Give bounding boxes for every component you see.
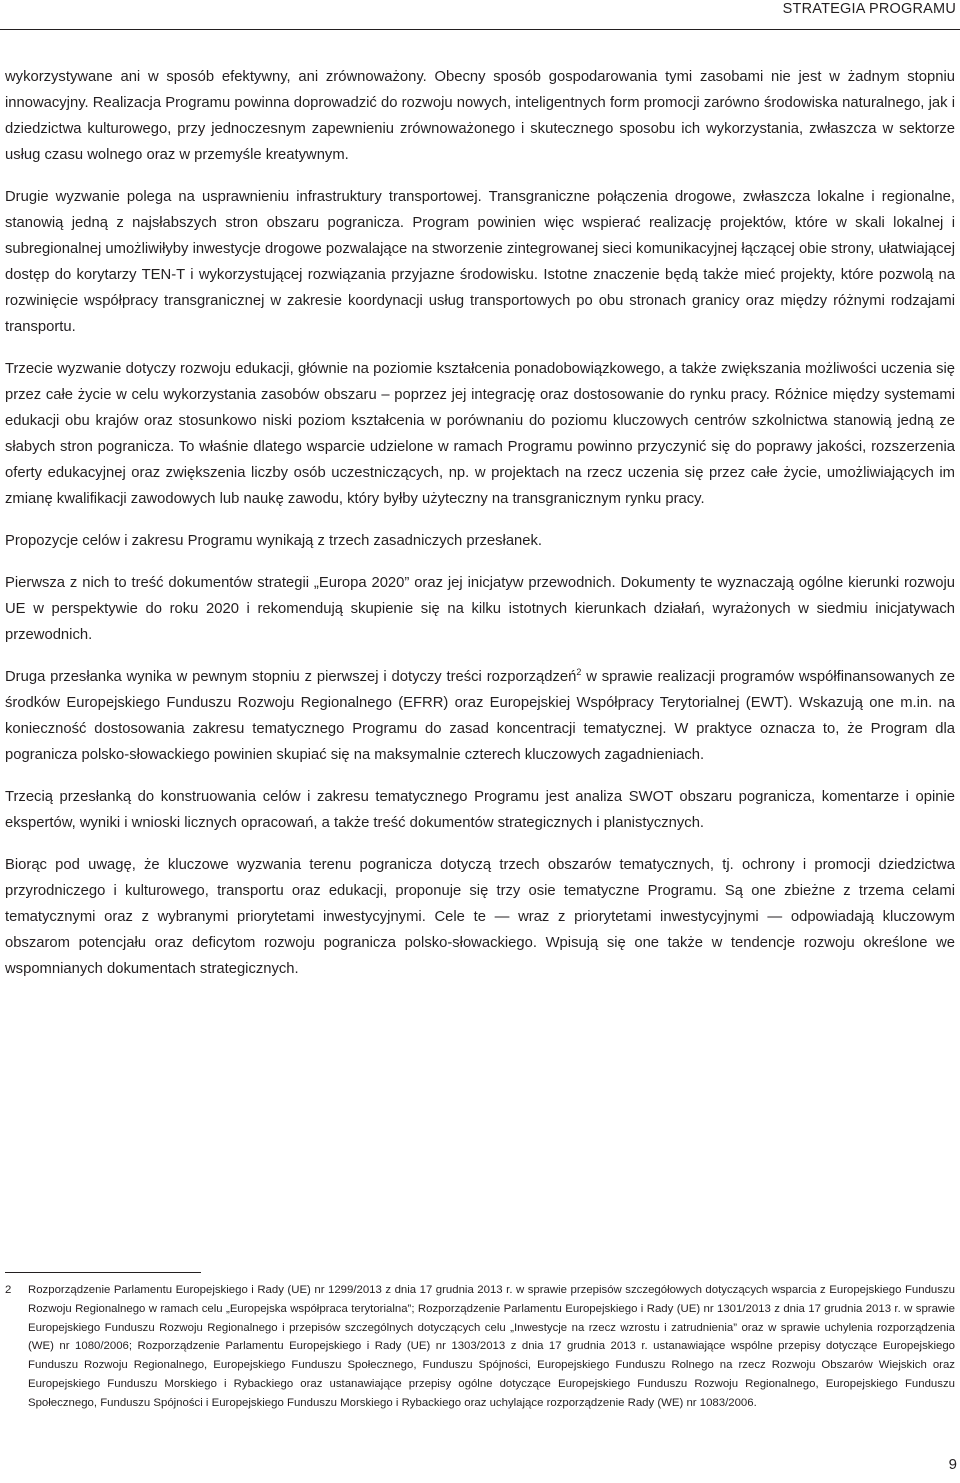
footnote-separator (5, 1272, 201, 1273)
running-header (0, 0, 960, 30)
paragraph-2: Drugie wyzwanie polega na usprawnieniu infrastruktury transportowej. Transgraniczne połączenia drogowe, zwłaszcza lokalne i regionalne, stanowią jedną z najsłabszych stron obszaru pogranicza. Program powinien więc wspierać realizację projektów, które w skali lokalnej i subregionalnej umożliwiłyby inwestycje drogowe pozwalające na stworzenie zintegrowanej sieci komunikacyjnej łączącej obie strony, ułatwiającej dostęp do korytarzy TEN-T i wykorzystującej rozwiązania przyjazne środowisku. Istotne znaczenie będą także mieć projekty, które pozwolą na rozwinięcie współpracy transgranicznej w zakresie koordynacji usług transportowych po obu stronach granicy oraz między różnymi rodzajami transportu. (5, 189, 955, 335)
footnote-reference: 2 (576, 667, 582, 678)
footnote-number: 2 (5, 1284, 12, 1296)
paragraph-4: Propozycje celów i zakresu Programu wynikają z trzech zasadniczych przesłanek. (5, 533, 543, 549)
footnote (5, 1281, 955, 1413)
section-title: STRATEGIA PROGRAMU (782, 1, 956, 17)
paragraph-5: Pierwsza z nich to treść dokumentów strategii „Europa 2020” oraz jej inicjatyw przewodnich. Dokumenty te wyznaczają ogólne kierunki rozwoju UE w perspektywie do roku 2020 i rekomendują skupienie się na kilku istotnych kierunkach działań, wyrażonych w siedmiu inicjatywach przewodnich. (5, 575, 955, 643)
page-number: 9 (948, 1456, 957, 1473)
body-text (5, 64, 955, 998)
paragraph-6 (5, 664, 955, 768)
paragraph-1: wykorzystywane ani w sposób efektywny, ani zrównoważony. Obecny sposób gospodarowania tymi zasobami nie jest w żadnym stopniu innowacyjny. Realizacja Programu powinna doprowadzić do rozwoju nowych, inteligentnych form promocji zarówno środowiska naturalnego, jak i dziedzictwa kulturowego, przy jednoczesnym zapewnieniu zrównoważonego i skutecznego sposobu ich wykorzystania, zwłaszcza w sektorze usług czasu wolnego oraz w przemyśle kreatywnym. (5, 69, 955, 163)
paragraph-3: Trzecie wyzwanie dotyczy rozwoju edukacji, głównie na poziomie kształcenia ponadobowiązkowego, a także zwiększania możliwości uczenia się przez całe życie w celu wykorzystania zasobów obszaru – poprzez jej integrację oraz dostosowanie do rynku pracy. Różnice między systemami edukacji obu krajów oraz stosunkowo niski poziom kształcenia w porównaniu do poziomu kluczowych centrów szkolnictwa stanowią jedną ze słabych stron pogranicza. To właśnie dlatego wsparcie udzielone w ramach Programu powinno przyczynić się do poprawy jakości, rozszerzenia oferty edukacyjnej oraz zwiększenia liczby osób uczestniczących, np. w projektach na rzecz uczenia się przez całe życie, umożliwiających im zmianę kwalifikacji zawodowych lub naukę zawodu, który byłby użyteczny na transgranicznym rynku pracy. (5, 361, 955, 507)
paragraph-7: Trzecią przesłanką do konstruowania celów i zakresu tematycznego Programu jest analiza SWOT obszaru pogranicza, komentarze i opinie ekspertów, wyniki i wnioski licznych opracowań, a także treść dokumentów strategicznych i planistycznych. (5, 789, 955, 831)
footnote-text: Rozporządzenie Parlamentu Europejskiego i Rady (UE) nr 1299/2013 z dnia 17 grudnia 2013 r. w sprawie przepisów szczegółowych dotyczących wsparcia z Europejskiego Funduszu Rozwoju Regionalnego w ramach celu „Europejska współpraca terytorialna”; Rozporządzenie Parlamentu Europejskiego i Rady (UE) nr 1301/2013 z dnia 17 grudnia 2013 r. w sprawie Europejskiego Funduszu Rozwoju Regionalnego i przepisów szczególnych dotyczących celu „Inwestycje na rzecz wzrostu i zatrudnienia” oraz w sprawie uchylenia rozporządzenia (WE) nr 1080/2006; Rozporządzenie Parlamentu Europejskiego i Rady (UE) nr 1303/2013 z dnia 17 grudnia 2013 r. ustanawiające wspólne przepisy dotyczące Europejskiego Funduszu Rozwoju Regionalnego, Europejskiego Funduszu Społecznego, Funduszu Spójności, Europejskiego Funduszu Rolnego na rzecz Rozwoju Obszarów Wiejskich oraz Europejskiego Funduszu Morskiego i Rybackiego oraz ustanawiające przepisy ogólne dotyczące Europejskiego Funduszu Rozwoju Regionalnego, Europejskiego Funduszu Społecznego, Funduszu Spójności i Europejskiego Funduszu Morskiego i Rybackiego oraz uchylające rozporządzenie Rady (WE) nr 1083/2006. (28, 1284, 955, 1409)
paragraph-8: Biorąc pod uwagę, że kluczowe wyzwania terenu pogranicza dotyczą trzech obszarów tematycznych, tj. ochrony i promocji dziedzictwa przyrodniczego i kulturowego, transportu oraz edukacji, proponuje się trzy osie tematyczne Programu. Są one zbieżne z trzema celami tematycznymi oraz z wybranymi priorytetami inwestycyjnymi. Cele te — wraz z priorytetami inwestycyjnymi — odpowiadają kluczowym obszarom potencjału oraz deficytom rozwoju pogranicza polsko-słowackiego. Wpisują się one także w tendencje rozwoju określone we wspomnianych dokumentach strategicznych. (5, 857, 955, 977)
paragraph-6-start: Druga przesłanka wynika w pewnym stopniu z pierwszej i dotyczy treści rozporządzeń (5, 669, 577, 685)
paragraph-6-end: w sprawie realizacji programów współfinansowanych ze środków Europejskiego Funduszu Rozwoju Regionalnego (EFRR) oraz Europejskiej Współpracy Terytorialnej (EWT). Wskazują one m.in. na konieczność dostosowania zakresu tematycznego Programu do zasad koncentracji tematycznej. W praktyce oznacza to, że Program dla pogranicza polsko-słowackiego powinien skupiać się na maksymalnie czterech kluczowych zagadnieniach. (5, 669, 956, 763)
